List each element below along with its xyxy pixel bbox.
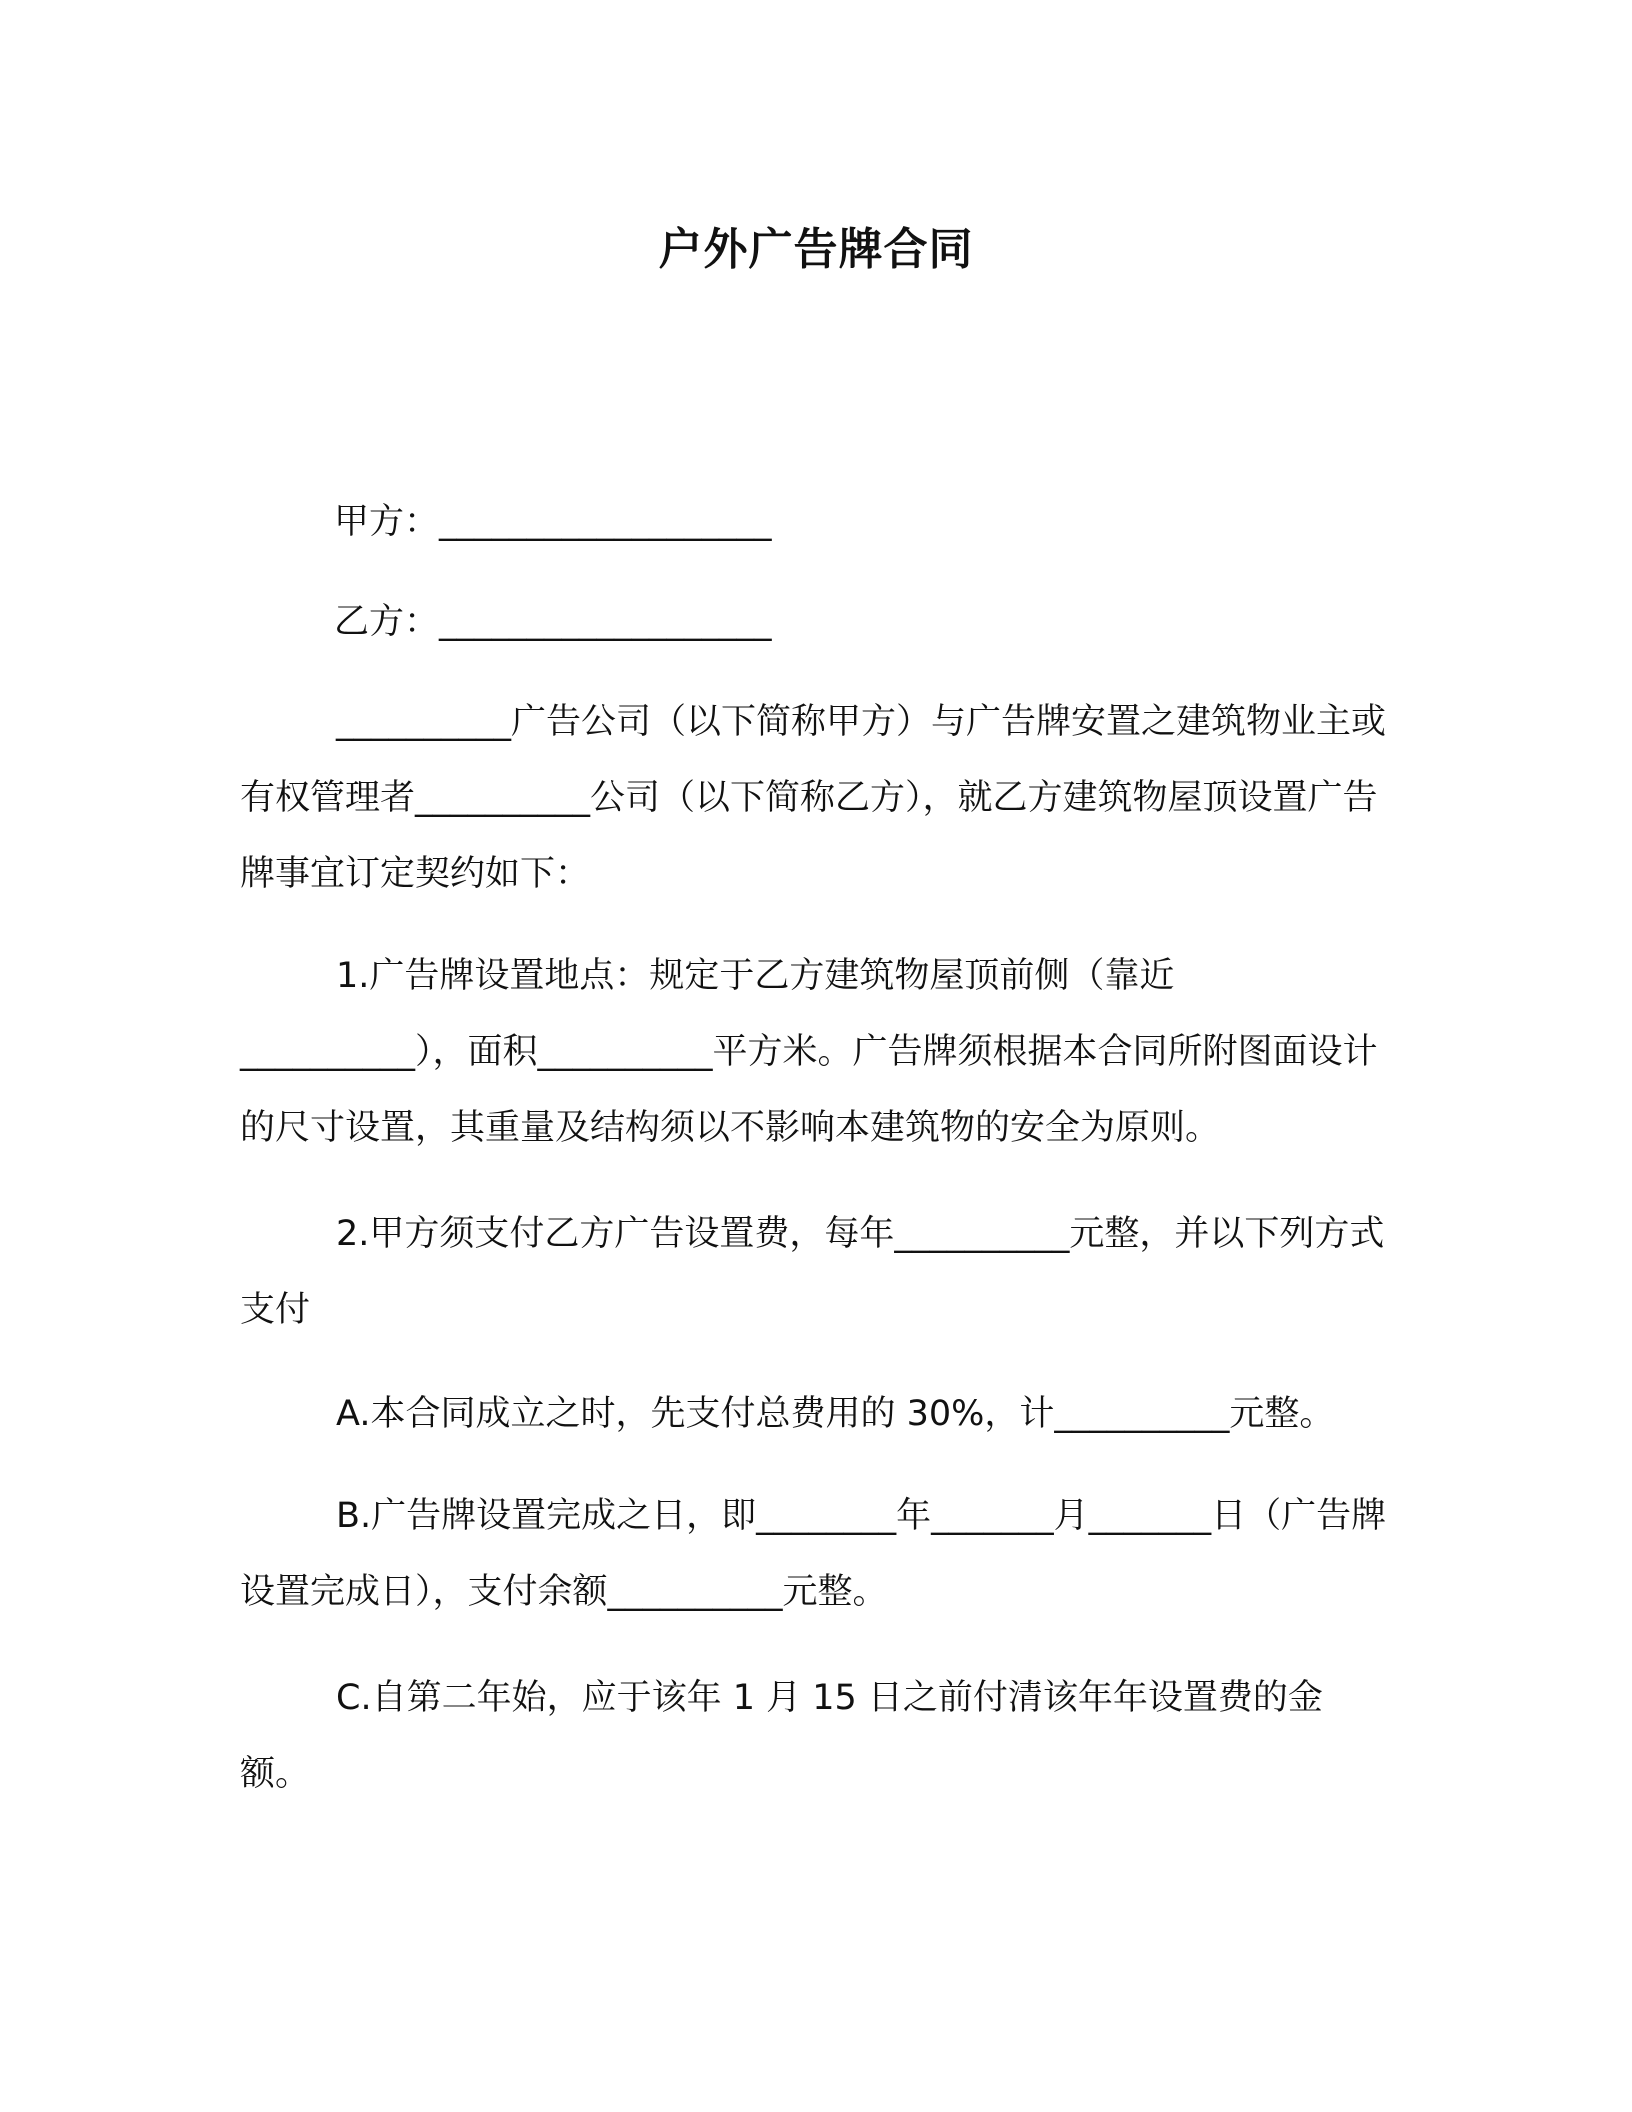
clause-c: C.自第二年始，应于该年 1 月 15 日之前付清该年年设置费的金额。 [240, 1678, 1323, 1794]
intro-paragraph: __________广告公司（以下简称甲方）与广告牌安置之建筑物业主或有权管理者__________公司（以下简称乙方），就乙方建筑物屋顶设置广告牌事宜订定契约如下： [240, 702, 1387, 894]
clause-a: A.本合同成立之时，先支付总费用的 30%，计__________元整。 [336, 1394, 1335, 1434]
clause-b: B.广告牌设置完成之日，即________年_______月_______日（广告牌设置完成日），支付余额__________元整。 [240, 1496, 1387, 1612]
party-a-line: 甲方：___________________ [334, 502, 772, 542]
document-title: 户外广告牌合同 [658, 224, 974, 275]
clause-2: 2.甲方须支付乙方广告设置费，每年__________元整，并以下列方式支付 [240, 1214, 1385, 1330]
clause-1: 1.广告牌设置地点：规定于乙方建筑物屋顶前侧（靠近__________），面积__________平方米。广告牌须根据本合同所附图面设计的尺寸设置，其重量及结构须以不影响本建筑物的安全为原则。 [240, 956, 1378, 1148]
party-b-line: 乙方：___________________ [334, 602, 772, 642]
